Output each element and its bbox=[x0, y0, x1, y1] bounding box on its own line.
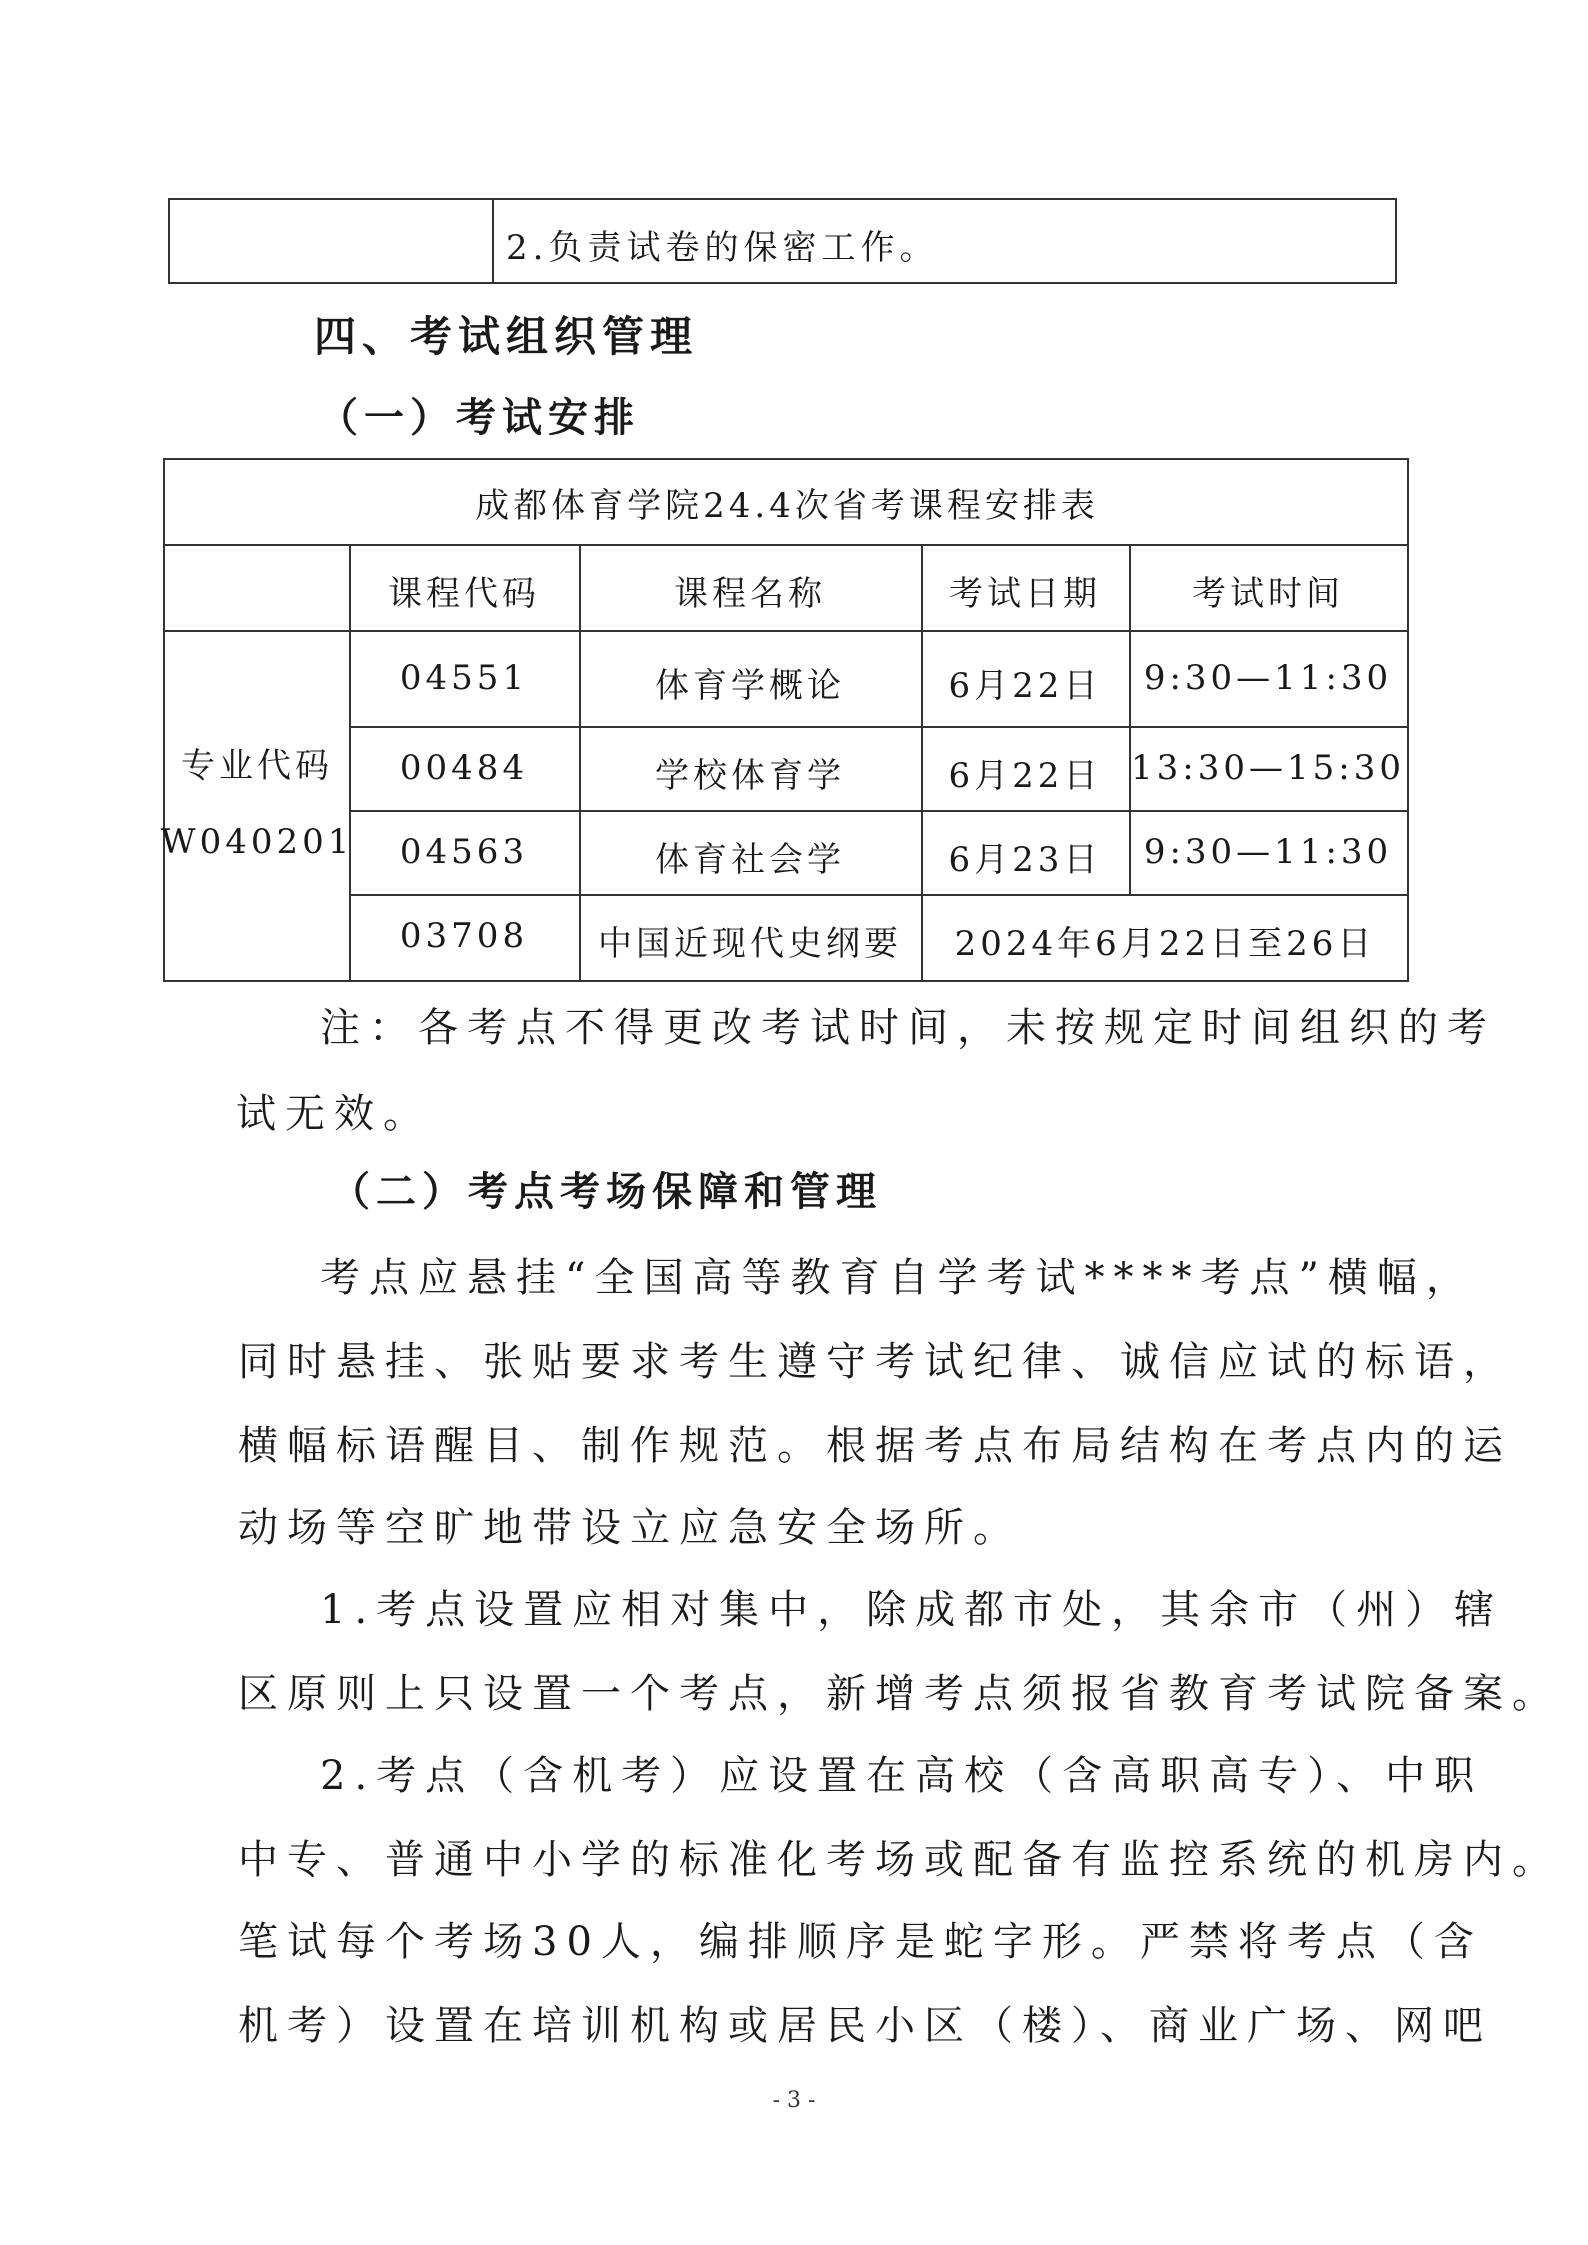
table-line bbox=[349, 726, 1407, 728]
paragraph-line: 1.考点设置应相对集中，除成都市处，其余市（州）辖 bbox=[320, 1587, 1504, 1633]
table-cell-text: 2.负责试卷的保密工作。 bbox=[506, 228, 939, 268]
paragraph-line: 区原则上只设置一个考点，新增考点须报省教育考试院备案。 bbox=[238, 1671, 1561, 1717]
table-line bbox=[165, 630, 1407, 632]
section-title: 四、考试组织管理 bbox=[314, 312, 699, 361]
header-course-code: 课程代码 bbox=[388, 574, 540, 614]
header-course-name: 课程名称 bbox=[674, 574, 826, 614]
row2-code: 00484 bbox=[399, 748, 529, 788]
header-exam-time: 考试时间 bbox=[1192, 574, 1344, 614]
row2-date: 6月22日 bbox=[948, 756, 1102, 796]
paragraph-line: 2.考点（含机考）应设置在高校（含高职高专）、中职 bbox=[320, 1753, 1484, 1799]
note-line: 注：各考点不得更改考试时间，未按规定时间组织的考 bbox=[320, 1005, 1496, 1051]
paragraph-line: 中专、普通中小学的标准化考场或配备有监控系统的机房内。 bbox=[238, 1837, 1561, 1883]
subsection-title-exam-arrangement: （一）考试安排 bbox=[318, 394, 640, 441]
major-code: W040201 bbox=[160, 822, 354, 862]
row1-name: 体育学概论 bbox=[655, 666, 845, 706]
row4-code: 03708 bbox=[399, 916, 529, 956]
table-divider bbox=[492, 200, 494, 282]
table-line bbox=[1129, 544, 1131, 894]
row4-name: 中国近现代史纲要 bbox=[598, 924, 902, 964]
exam-schedule-table bbox=[160, 458, 1409, 982]
row4-date-time: 2024年6月22日至26日 bbox=[954, 924, 1376, 964]
row1-date: 6月22日 bbox=[948, 666, 1102, 706]
row3-date: 6月23日 bbox=[948, 840, 1102, 880]
major-label: 专业代码 bbox=[181, 746, 333, 786]
paragraph-line: 机考）设置在培训机构或居民小区（楼）、商业广场、网吧 bbox=[238, 2003, 1492, 2049]
table-line bbox=[165, 544, 1407, 546]
row3-name: 体育社会学 bbox=[655, 840, 845, 880]
table-line bbox=[579, 544, 581, 980]
row3-time: 9:30—11:30 bbox=[1143, 832, 1393, 872]
row2-time: 13:30—15:30 bbox=[1131, 748, 1405, 788]
note-line: 试无效。 bbox=[236, 1091, 432, 1137]
paragraph-line: 考点应悬挂“全国高等教育自学考试****考点”横幅， bbox=[320, 1255, 1475, 1301]
header-exam-date: 考试日期 bbox=[949, 574, 1101, 614]
page-number: - 3 - bbox=[772, 2088, 816, 2113]
table-caption: 成都体育学院24.4次省考课程安排表 bbox=[475, 486, 1099, 526]
table-line bbox=[349, 894, 1407, 896]
subsection-title-venue-management: （二）考点考场保障和管理 bbox=[330, 1168, 882, 1215]
row1-code: 04551 bbox=[399, 658, 529, 698]
table-line bbox=[349, 544, 351, 980]
row1-time: 9:30—11:30 bbox=[1143, 658, 1393, 698]
row2-name: 学校体育学 bbox=[655, 756, 845, 796]
paragraph-line: 笔试每个考场30人，编排顺序是蛇字形。严禁将考点（含 bbox=[238, 1919, 1483, 1965]
table-line bbox=[349, 810, 1407, 812]
paragraph-line: 横幅标语醒目、制作规范。根据考点布局结构在考点内的运 bbox=[238, 1423, 1512, 1469]
table-line bbox=[921, 544, 923, 980]
continuation-table bbox=[168, 198, 1397, 284]
paragraph-line: 同时悬挂、张贴要求考生遵守考试纪律、诚信应试的标语， bbox=[238, 1339, 1512, 1385]
paragraph-line: 动场等空旷地带设立应急安全场所。 bbox=[238, 1505, 1022, 1551]
row3-code: 04563 bbox=[399, 832, 529, 872]
